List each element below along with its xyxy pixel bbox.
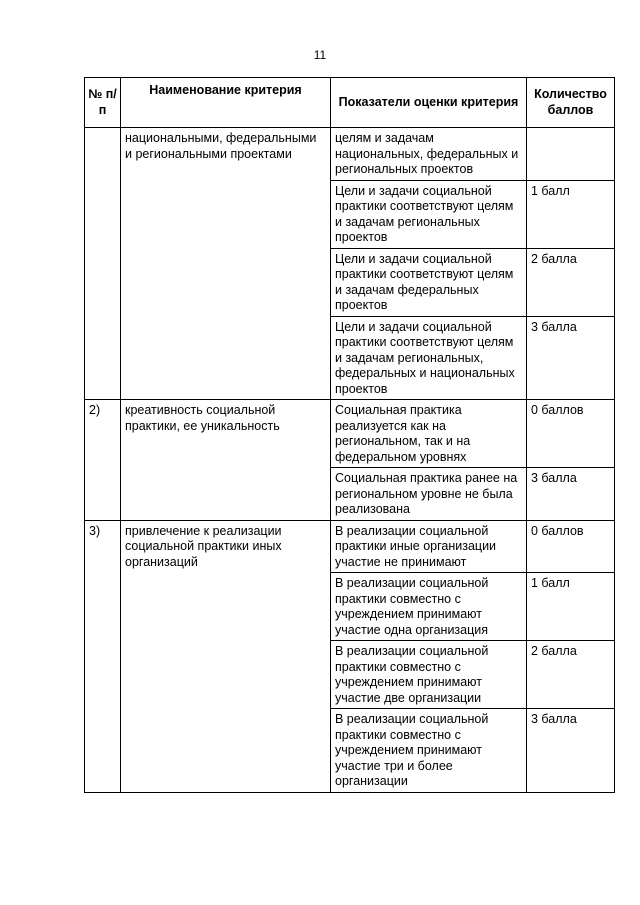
row-number: 2) (85, 400, 121, 521)
table-header-row (85, 78, 615, 128)
indicator-text: В реализации социальной практики совместно с учреждением принимают участие одна организация (331, 573, 527, 641)
indicator-text: Социальная практика ранее на региональном уровне не была реализована (331, 468, 527, 521)
points-value: 3 балла (527, 709, 615, 793)
indicator-text: Цели и задачи социальной практики соответствуют целям и задачам федеральных проектов (331, 248, 527, 316)
indicator-text: В реализации социальной практики совместно с учреждением принимают участие две организации (331, 641, 527, 709)
row-number (85, 128, 121, 400)
criterion-name: креативность социальной практики, ее уникальность (121, 400, 331, 521)
header-points: Количество баллов (527, 78, 615, 128)
points-value: 0 баллов (527, 520, 615, 573)
criteria-table (84, 77, 615, 793)
row-number: 3) (85, 520, 121, 792)
points-value: 1 балл (527, 573, 615, 641)
points-value: 3 балла (527, 316, 615, 400)
points-value: 3 балла (527, 468, 615, 521)
indicator-text: целям и задачам национальных, федеральных и региональных проектов (331, 128, 527, 181)
header-criterion-name: Наименование критерия (121, 78, 331, 128)
indicator-text: Цели и задачи социальной практики соответствуют целям и задачам региональных, федеральных и национальных проектов (331, 316, 527, 400)
indicator-text: В реализации социальной практики иные организации участие не принимают (331, 520, 527, 573)
points-value: 2 балла (527, 248, 615, 316)
header-num: № п/п (85, 78, 121, 128)
table-row (85, 128, 615, 181)
criterion-name: национальными, федеральными и региональными проектами (121, 128, 331, 400)
page-number: 11 (313, 48, 327, 62)
indicator-text: Социальная практика реализуется как на региональном, так и на федеральном уровнях (331, 400, 527, 468)
points-value: 0 баллов (527, 400, 615, 468)
indicator-text: Цели и задачи социальной практики соответствуют целям и задачам региональных проектов (331, 180, 527, 248)
points-value (527, 128, 615, 181)
table-row (85, 520, 615, 573)
indicator-text: В реализации социальной практики совместно с учреждением принимают участие три и более организации (331, 709, 527, 793)
criterion-name: привлечение к реализации социальной практики иных организаций (121, 520, 331, 792)
points-value: 2 балла (527, 641, 615, 709)
header-indicators: Показатели оценки критерия (331, 78, 527, 128)
table-row (85, 400, 615, 468)
points-value: 1 балл (527, 180, 615, 248)
